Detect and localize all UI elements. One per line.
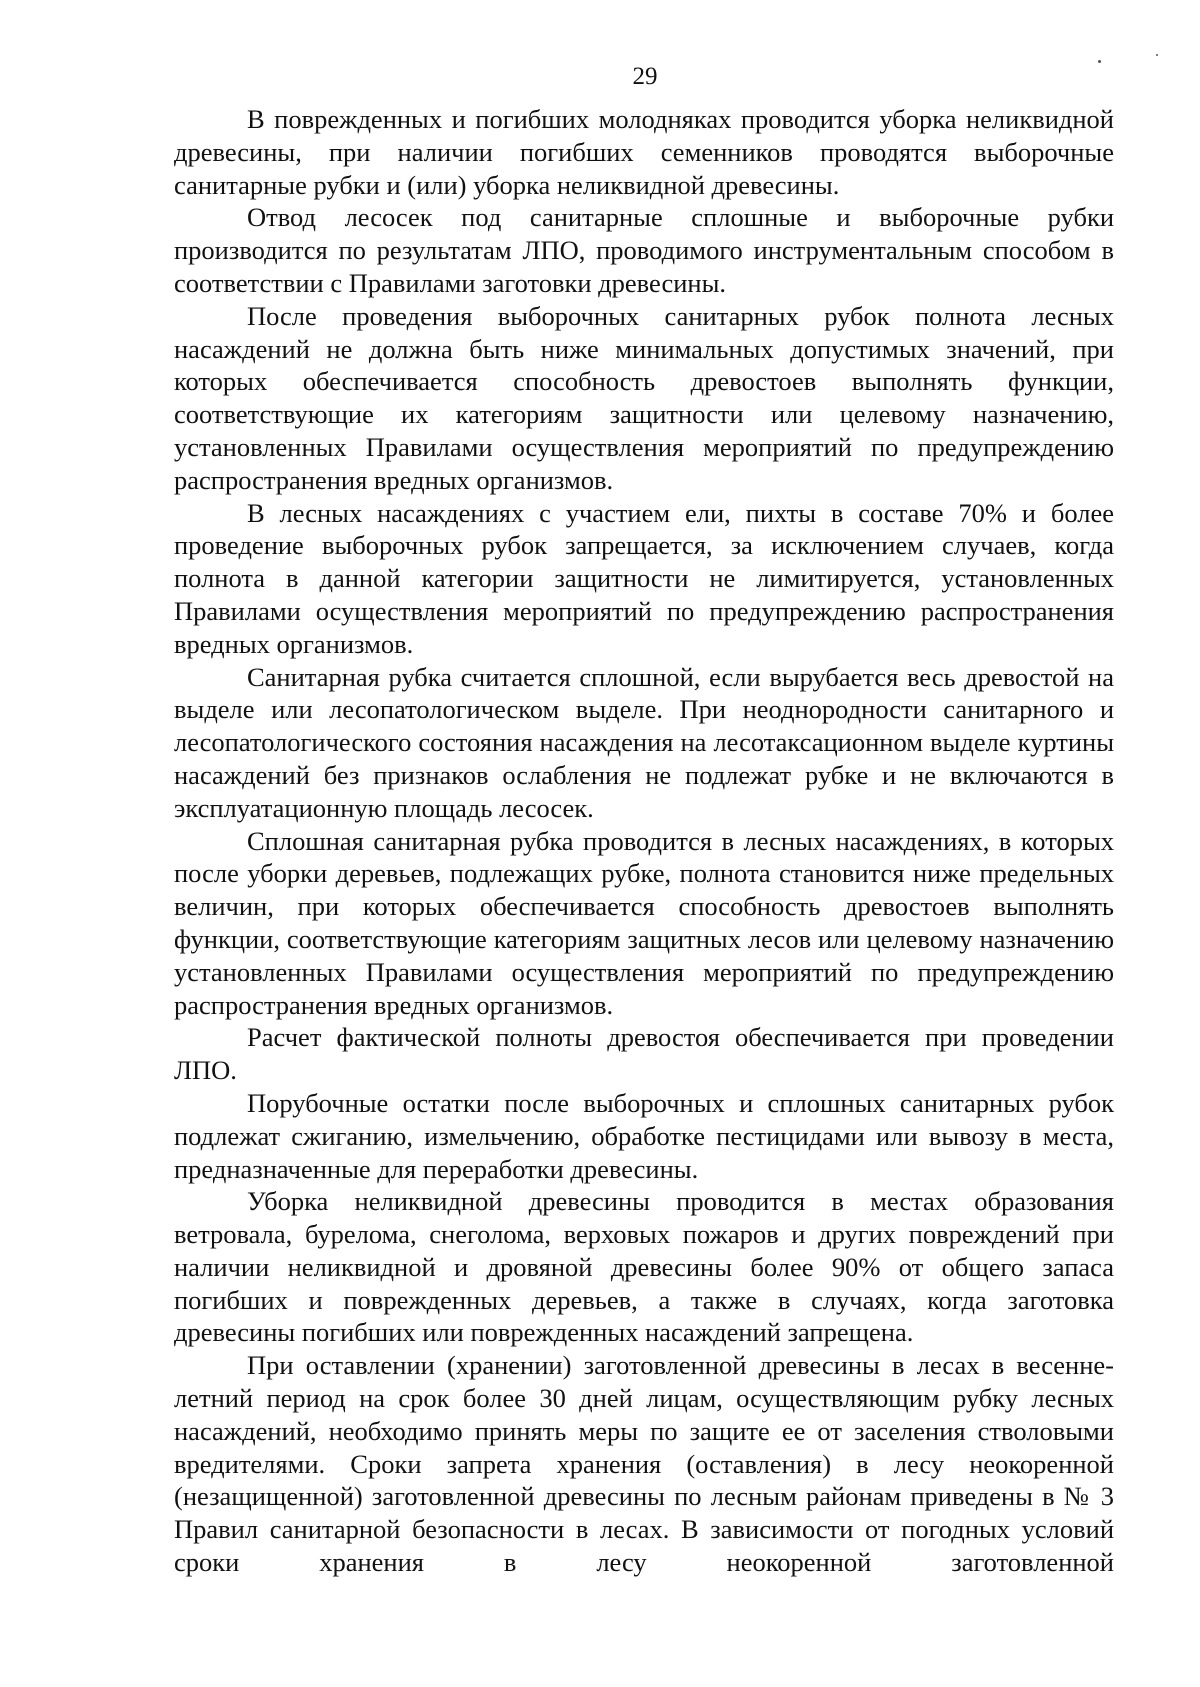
paragraph: Отвод лесосек под санитарные сплошные и выборочные рубки производится по результатам ЛПО, проводимого инструментальным способом в соответствии с Правилами заготовки древесины. <box>174 202 1114 298</box>
scan-speck <box>1098 60 1101 63</box>
paragraph: Сплошная санитарная рубка проводится в лесных насаждениях, в которых после уборки деревьев, подлежащих рубке, полнота становится ниже предельных величин, при которых обеспечивается способность древостоев выполнять функции, соответствующие категориям защитных лесов или целевому назначению установленных Правилами осуществления мероприятий по предупреждению распространения вредных организмов. <box>174 825 1114 1020</box>
page-number: 29 <box>632 63 658 90</box>
paragraph: Санитарная рубка считается сплошной, если вырубается весь древостой на выделе или лесопатологическом выделе. При неоднородности санитарного и лесопатологического состояния насаждения на лесотаксационном выделе куртины насаждений без признаков ослабления не подлежат рубке и не включаются в эксплуатационную площадь лесосек. <box>174 661 1114 823</box>
document-body <box>174 103 1114 1579</box>
paragraph: Порубочные остатки после выборочных и сплошных санитарных рубок подлежат сжиганию, измельчению, обработке пестицидами или вывозу в места, предназначенные для переработки древесины. <box>174 1087 1114 1184</box>
paragraph: В поврежденных и погибших молодняках проводится уборка неликвидной древесины, при наличии погибших семенников проводятся выборочные санитарные рубки и (или) уборка неликвидной древесины. <box>174 104 1114 200</box>
paragraph: Расчет фактической полноты древостоя обеспечивается при проведении ЛПО. <box>174 1022 1114 1086</box>
paragraph: Уборка неликвидной древесины проводится в местах образования ветровала, бурелома, снеголома, верховых пожаров и других повреждений при наличии неликвидной и дровяной древесины более 90% от общего запаса погибших и поврежденных деревьев, а также в случаях, когда заготовка древесины погибших или поврежденных насаждений запрещена. <box>174 1186 1114 1348</box>
paragraph: При оставлении (хранении) заготовленной древесины в лесах в весенне-летний период на срок более 30 дней лицам, осуществляющим рубку лесных насаждений, необходимо принять меры по защите ее от заселения стволовыми вредителями. Сроки запрета хранения (оставления) в лесу неокоренной (незащищенной) заготовленной древесины по лесным районам приведены в № 3 Правил санитарной безопасности в лесах. В зависимости от погодных условий сроки хранения в лесу неокоренной заготовленной <box>174 1350 1114 1578</box>
paragraph: После проведения выборочных санитарных рубок полнота лесных насаждений не должна быть ниже минимальных допустимых значений, при которых обеспечивается способность древостоев выполнять функции, соответствующие их категориям защитности или целевому назначению, установленных Правилами осуществления мероприятий по предупреждению распространения вредных организмов. <box>174 300 1114 495</box>
paragraph: В лесных насаждениях с участием ели, пихты в составе 70% и более проведение выборочных рубок запрещается, за исключением случаев, когда полнота в данной категории защитности не лимитируется, установленных Правилами осуществления мероприятий по предупреждению распространения вредных организмов. <box>174 497 1114 659</box>
scan-speck <box>1156 54 1158 56</box>
